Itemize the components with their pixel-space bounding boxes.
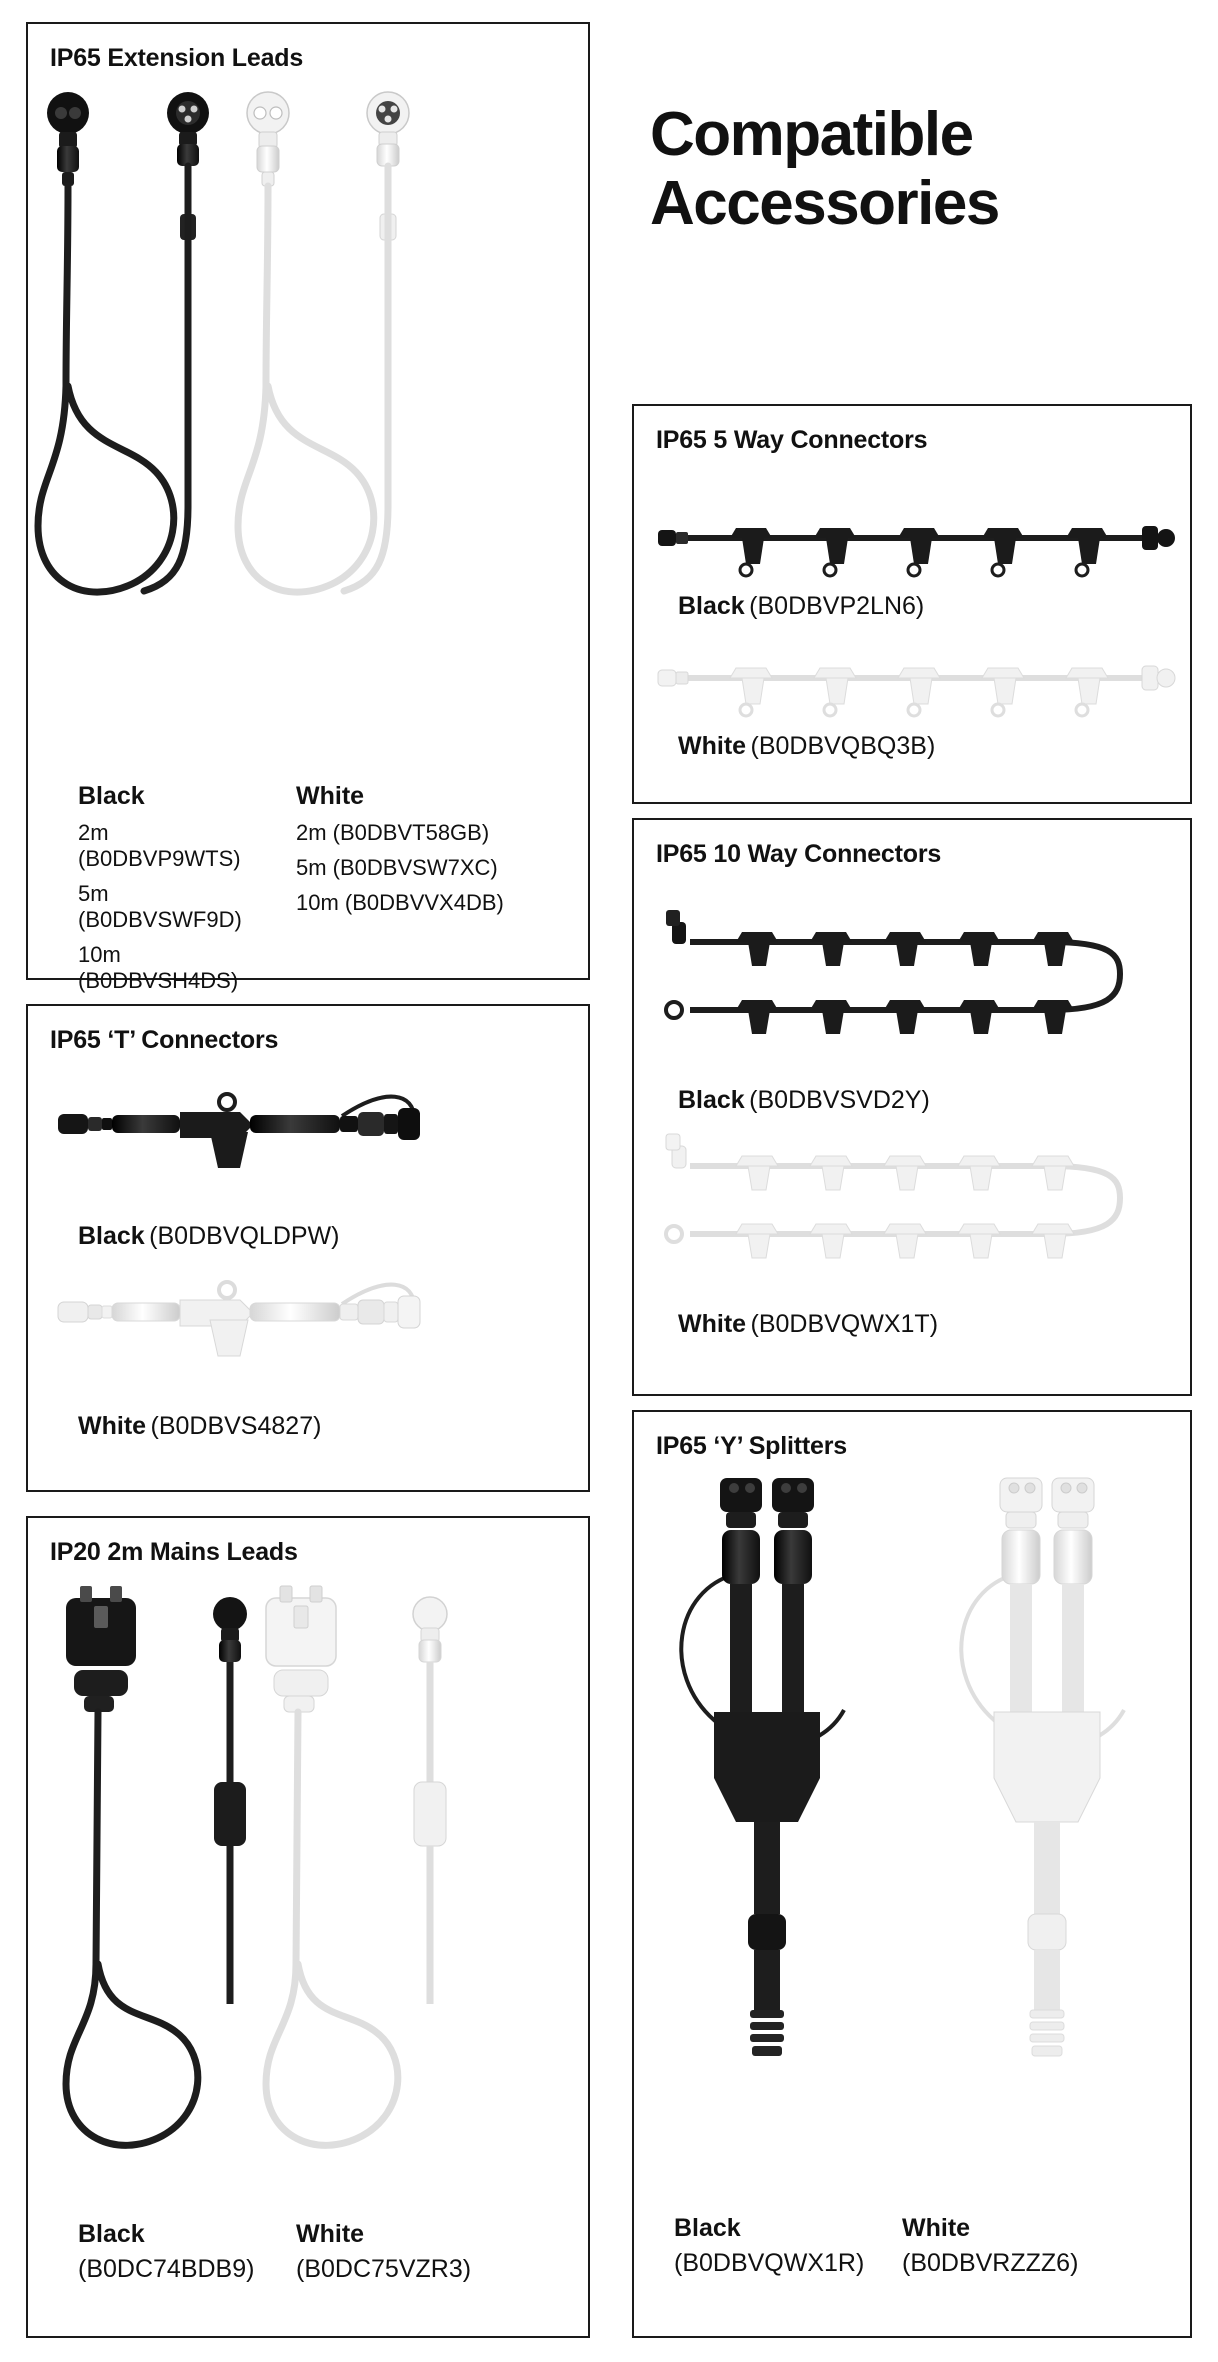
panel-t-connectors bbox=[26, 1004, 590, 1492]
panel-mains-leads bbox=[26, 1516, 590, 2338]
five-way-black-row bbox=[678, 592, 924, 621]
extension-leads-black-label: Black bbox=[78, 782, 145, 810]
page-title bbox=[650, 100, 1190, 239]
y-splitter-black-code: (B0DBVQWX1R) bbox=[674, 2249, 865, 2277]
y-splitters-artwork bbox=[644, 1474, 1184, 2174]
five-way-white-label: White bbox=[678, 732, 747, 760]
extension-leads-black-column bbox=[78, 782, 258, 1003]
mains-leads-white-column bbox=[296, 2220, 546, 2284]
ten-way-black-code: (B0DBVSVD2Y) bbox=[749, 1086, 930, 1114]
t-connector-white-code: (B0DBVS4827) bbox=[150, 1412, 322, 1440]
extension-leads-black-item-1: 5m (B0DBVSWF9D) bbox=[78, 881, 242, 932]
ten-way-black-row bbox=[678, 1086, 930, 1115]
page-title-line2: Accessories bbox=[650, 169, 999, 239]
t-connector-black-label: Black bbox=[78, 1222, 145, 1250]
five-way-black-label: Black bbox=[678, 592, 745, 620]
ten-way-black-label: Black bbox=[678, 1086, 745, 1114]
y-splitter-white-label: White bbox=[902, 2214, 971, 2242]
panel-10-way-connectors bbox=[632, 818, 1192, 1396]
mains-leads-artwork bbox=[38, 1584, 582, 2184]
y-splitter-black-label: Black bbox=[674, 2214, 741, 2242]
t-connector-white-row bbox=[78, 1412, 321, 1441]
panel-title-t-connectors: IP65 ‘T’ Connectors bbox=[50, 1026, 279, 1054]
five-way-black-artwork bbox=[650, 492, 1178, 578]
extension-leads-white-item-1: 5m (B0DBVSW7XC) bbox=[296, 855, 498, 880]
extension-leads-white-label: White bbox=[296, 782, 365, 810]
y-splitter-black-column bbox=[674, 2214, 884, 2278]
ten-way-white-row bbox=[678, 1310, 938, 1339]
five-way-white-row bbox=[678, 732, 935, 761]
t-connector-black-artwork bbox=[42, 1076, 582, 1196]
y-splitter-white-code: (B0DBVRZZZ6) bbox=[902, 2249, 1079, 2277]
mains-leads-white-label: White bbox=[296, 2220, 365, 2248]
ten-way-black-artwork bbox=[650, 902, 1178, 1062]
panel-extension-leads bbox=[26, 22, 590, 993]
five-way-white-artwork bbox=[650, 632, 1178, 718]
extension-leads-black-item-0: 2m (B0DBVP9WTS) bbox=[78, 820, 241, 871]
ten-way-white-label: White bbox=[678, 1310, 747, 1338]
t-connector-black-row bbox=[78, 1222, 339, 1251]
mains-leads-black-column bbox=[78, 2220, 278, 2284]
extension-leads-black-item-2: 10m (B0DBVSH4DS) bbox=[78, 942, 239, 993]
y-splitter-white-column bbox=[902, 2214, 1152, 2278]
t-connector-white-label: White bbox=[78, 1412, 147, 1440]
five-way-white-code: (B0DBVQBQ3B) bbox=[750, 732, 936, 760]
mains-leads-black-code: (B0DC74BDB9) bbox=[78, 2255, 255, 2283]
panel-title-y-splitters: IP65 ‘Y’ Splitters bbox=[656, 1432, 847, 1460]
page-title-line1: Compatible bbox=[650, 100, 973, 169]
extension-leads-white-item-0: 2m (B0DBVT58GB) bbox=[296, 820, 490, 845]
mains-leads-white-code: (B0DC75VZR3) bbox=[296, 2255, 472, 2283]
extension-leads-white-item-2: 10m (B0DBVVX4DB) bbox=[296, 890, 504, 915]
t-connector-white-artwork bbox=[42, 1264, 582, 1384]
ten-way-white-code: (B0DBVQWX1T) bbox=[750, 1310, 939, 1338]
panel-title-mains-leads: IP20 2m Mains Leads bbox=[50, 1538, 298, 1566]
t-connector-black-code: (B0DBVQLDPW) bbox=[149, 1222, 340, 1250]
mains-leads-black-label: Black bbox=[78, 2220, 145, 2248]
ten-way-white-artwork bbox=[650, 1126, 1178, 1286]
five-way-black-code: (B0DBVP2LN6) bbox=[749, 592, 925, 620]
panel-title-extension-leads: IP65 Extension Leads bbox=[50, 44, 304, 72]
panel-title-10-way: IP65 10 Way Connectors bbox=[656, 840, 942, 868]
panel-y-splitters bbox=[632, 1410, 1192, 2338]
extension-leads-artwork bbox=[28, 86, 592, 766]
panel-5-way-connectors bbox=[632, 404, 1192, 804]
extension-leads-white-column bbox=[296, 782, 556, 925]
panel-title-5-way: IP65 5 Way Connectors bbox=[656, 426, 928, 454]
